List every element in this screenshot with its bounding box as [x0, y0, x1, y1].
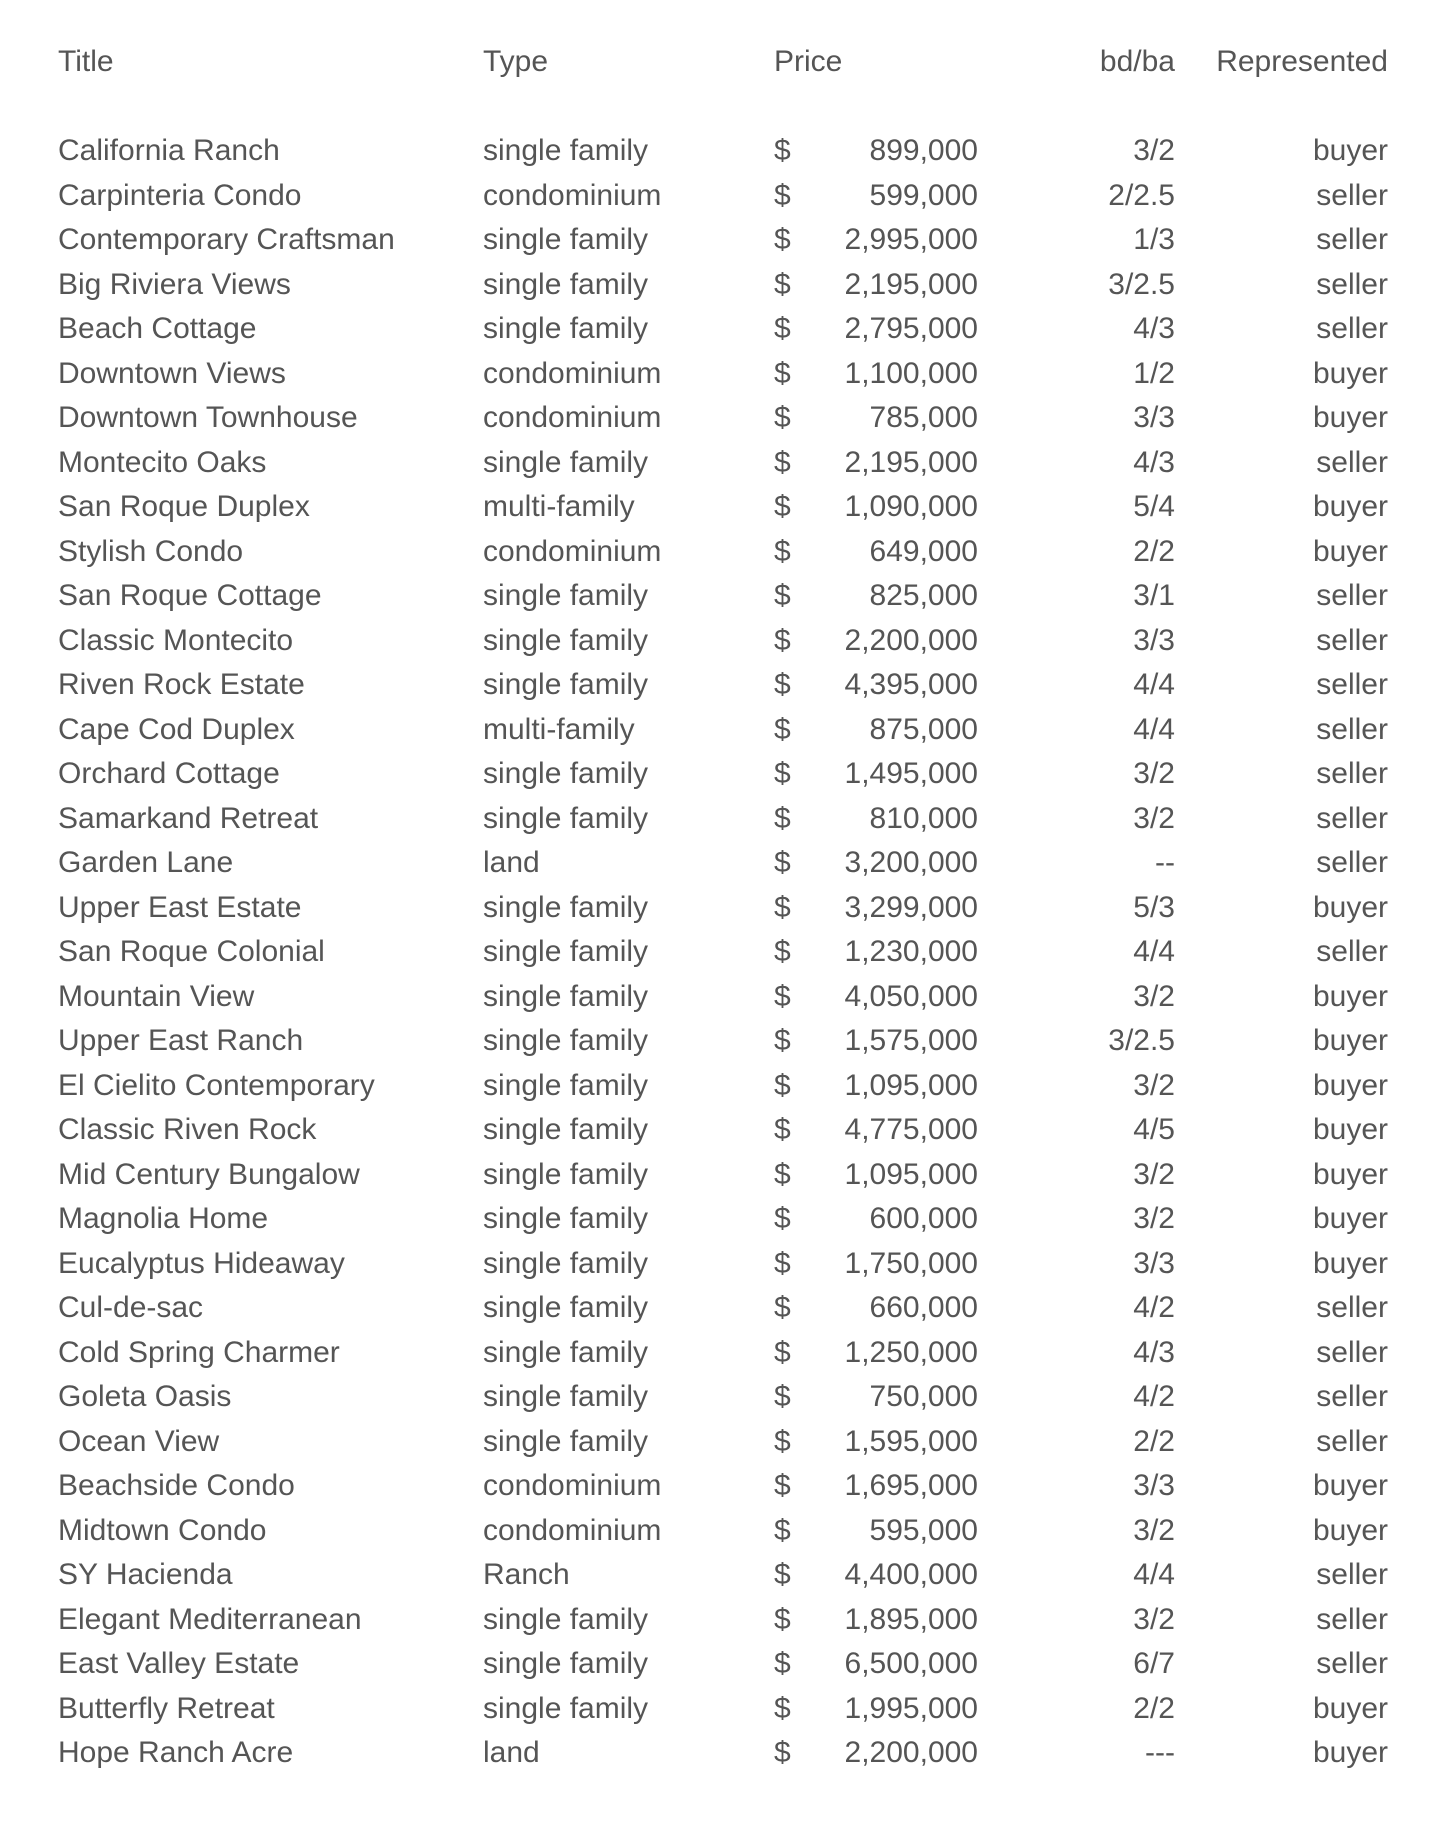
cell-price: 6,500,000: [844, 1647, 978, 1680]
cell-represented: seller: [1316, 1602, 1388, 1636]
cell-currency: $: [774, 134, 791, 167]
cell-represented: seller: [1316, 1558, 1388, 1591]
cell-title: Beachside Condo: [58, 1469, 295, 1502]
header-bdba: bd/ba: [1099, 45, 1175, 78]
cell-bdba: 4/4: [1133, 712, 1175, 746]
cell-currency: $: [774, 1024, 791, 1057]
cell-price: 599,000: [869, 178, 978, 212]
table-row: [0, 619, 1444, 663]
table-row: [0, 886, 1444, 930]
cell-currency: $: [774, 1113, 791, 1146]
table-row: [0, 1642, 1444, 1686]
cell-bdba: 3/2.5: [1108, 1024, 1175, 1057]
cell-price: 1,090,000: [844, 490, 978, 523]
table-row: [0, 218, 1444, 262]
table-row: [0, 1153, 1444, 1197]
table-row: [0, 129, 1444, 173]
cell-price: 810,000: [869, 801, 978, 835]
cell-type: condominium: [483, 356, 662, 390]
table-row: [0, 174, 1444, 218]
cell-currency: $: [774, 1602, 791, 1636]
cell-type: single family: [483, 1424, 649, 1458]
cell-title: Cape Cod Duplex: [58, 712, 295, 746]
cell-currency: $: [774, 356, 791, 390]
cell-type: single family: [483, 445, 649, 479]
cell-represented: buyer: [1312, 1202, 1388, 1235]
cell-currency: $: [774, 223, 791, 256]
cell-price: 750,000: [869, 1380, 978, 1413]
cell-type: single family: [483, 1246, 649, 1280]
cell-type: multi-family: [483, 490, 635, 523]
cell-represented: buyer: [1312, 534, 1388, 568]
cell-type: single family: [483, 890, 649, 924]
cell-title: Cul-de-sac: [58, 1291, 204, 1324]
cell-bdba: 4/2: [1133, 1291, 1175, 1324]
cell-title: Mountain View: [58, 979, 255, 1013]
cell-bdba: 4/4: [1133, 935, 1175, 968]
cell-type: condominium: [483, 401, 662, 434]
table-header: [0, 40, 1444, 84]
table-row: [0, 485, 1444, 529]
cell-price: 2,195,000: [844, 445, 978, 479]
cell-type: single family: [483, 1024, 649, 1057]
cell-represented: buyer: [1312, 134, 1388, 167]
cell-type: condominium: [483, 1469, 662, 1502]
cell-type: single family: [483, 1380, 649, 1413]
cell-price: 1,595,000: [844, 1424, 978, 1458]
cell-title: Magnolia Home: [58, 1202, 269, 1235]
cell-represented: buyer: [1312, 1024, 1388, 1057]
cell-bdba: 6/7: [1133, 1647, 1175, 1680]
cell-currency: $: [774, 1380, 791, 1413]
cell-currency: $: [774, 935, 791, 968]
cell-currency: $: [774, 312, 791, 345]
cell-title: Goleta Oasis: [58, 1380, 232, 1413]
cell-represented: buyer: [1312, 1513, 1388, 1547]
cell-title: Upper East Ranch: [58, 1024, 304, 1057]
cell-bdba: 3/3: [1133, 401, 1175, 434]
cell-represented: seller: [1316, 1335, 1388, 1369]
cell-title: Elegant Mediterranean: [58, 1602, 362, 1636]
cell-represented: buyer: [1312, 401, 1388, 434]
cell-currency: $: [774, 1202, 791, 1235]
cell-bdba: 3/2: [1133, 1202, 1175, 1235]
cell-bdba: ---: [1145, 1736, 1175, 1769]
table-row: [0, 530, 1444, 574]
table-row: [0, 1598, 1444, 1642]
cell-title: Butterfly Retreat: [58, 1691, 275, 1725]
cell-title: San Roque Colonial: [58, 935, 325, 968]
cell-represented: seller: [1316, 668, 1388, 701]
cell-type: condominium: [483, 1513, 662, 1547]
table-row: [0, 930, 1444, 974]
cell-price: 875,000: [869, 712, 978, 746]
cell-price: 4,400,000: [844, 1558, 978, 1591]
cell-type: single family: [483, 579, 649, 612]
cell-currency: $: [774, 1647, 791, 1680]
header-represented: Represented: [1216, 45, 1388, 78]
cell-currency: $: [774, 1068, 791, 1102]
cell-type: single family: [483, 1157, 649, 1191]
cell-price: 4,395,000: [844, 668, 978, 701]
cell-type: Ranch: [483, 1558, 570, 1591]
cell-title: Garden Lane: [58, 846, 234, 879]
cell-title: Orchard Cottage: [58, 757, 280, 790]
cell-type: condominium: [483, 178, 662, 212]
cell-type: single family: [483, 1202, 649, 1235]
cell-bdba: 3/2: [1133, 1068, 1175, 1102]
cell-price: 1,895,000: [844, 1602, 978, 1636]
cell-bdba: 5/4: [1133, 490, 1175, 523]
cell-title: Stylish Condo: [58, 534, 244, 568]
cell-price: 785,000: [869, 401, 978, 434]
header-title: Title: [58, 45, 114, 78]
cell-represented: buyer: [1312, 890, 1388, 924]
cell-bdba: 3/2: [1133, 757, 1175, 790]
cell-title: Samarkand Retreat: [58, 801, 319, 835]
table-row: [0, 1687, 1444, 1731]
cell-bdba: 3/3: [1133, 623, 1175, 657]
table-row: [0, 263, 1444, 307]
cell-type: single family: [483, 312, 649, 345]
cell-type: single family: [483, 1068, 649, 1102]
table-row: [0, 1019, 1444, 1063]
cell-represented: buyer: [1312, 1736, 1388, 1769]
cell-currency: $: [774, 1424, 791, 1458]
cell-bdba: 3/2: [1133, 134, 1175, 167]
cell-currency: $: [774, 1246, 791, 1280]
cell-represented: buyer: [1312, 1157, 1388, 1191]
table-row: [0, 708, 1444, 752]
table-row: [0, 1108, 1444, 1152]
cell-represented: buyer: [1312, 1113, 1388, 1146]
cell-represented: seller: [1316, 1647, 1388, 1680]
cell-title: East Valley Estate: [58, 1647, 300, 1680]
cell-currency: $: [774, 668, 791, 701]
cell-bdba: 2/2.5: [1108, 178, 1175, 212]
cell-price: 3,299,000: [844, 890, 978, 924]
cell-represented: buyer: [1312, 1469, 1388, 1502]
cell-price: 1,995,000: [844, 1691, 978, 1725]
cell-bdba: 2/2: [1133, 1691, 1175, 1725]
cell-price: 2,795,000: [844, 312, 978, 345]
cell-price: 1,750,000: [844, 1246, 978, 1280]
cell-title: Classic Montecito: [58, 623, 294, 657]
cell-represented: seller: [1316, 712, 1388, 746]
cell-represented: seller: [1316, 223, 1388, 256]
cell-title: Classic Riven Rock: [58, 1113, 317, 1146]
cell-currency: $: [774, 1469, 791, 1502]
cell-price: 2,200,000: [844, 1736, 978, 1769]
cell-price: 1,095,000: [844, 1068, 978, 1102]
cell-type: condominium: [483, 534, 662, 568]
cell-price: 595,000: [869, 1513, 978, 1547]
cell-represented: buyer: [1312, 1246, 1388, 1280]
cell-bdba: 4/3: [1133, 1335, 1175, 1369]
cell-currency: $: [774, 846, 791, 879]
cell-title: Ocean View: [58, 1424, 220, 1458]
cell-title: Mid Century Bungalow: [58, 1157, 360, 1191]
cell-bdba: 1/2: [1133, 356, 1175, 390]
cell-currency: $: [774, 1513, 791, 1547]
cell-represented: seller: [1316, 757, 1388, 790]
table-row: [0, 1509, 1444, 1553]
table-row: [0, 1375, 1444, 1419]
table-row: [0, 975, 1444, 1019]
cell-type: single family: [483, 223, 649, 256]
cell-currency: $: [774, 1691, 791, 1725]
cell-represented: buyer: [1312, 979, 1388, 1013]
table-row: [0, 752, 1444, 796]
cell-price: 825,000: [869, 579, 978, 612]
cell-title: El Cielito Contemporary: [58, 1068, 375, 1102]
cell-represented: buyer: [1312, 490, 1388, 523]
cell-type: single family: [483, 801, 649, 835]
cell-bdba: 5/3: [1133, 890, 1175, 924]
cell-currency: $: [774, 1157, 791, 1191]
cell-bdba: 2/2: [1133, 1424, 1175, 1458]
cell-title: Eucalyptus Hideaway: [58, 1246, 345, 1280]
cell-currency: $: [774, 1335, 791, 1369]
cell-bdba: 4/2: [1133, 1380, 1175, 1413]
cell-title: Beach Cottage: [58, 312, 257, 345]
cell-price: 1,100,000: [844, 356, 978, 390]
cell-type: land: [483, 846, 540, 879]
cell-type: single family: [483, 935, 649, 968]
cell-represented: seller: [1316, 178, 1388, 212]
table-row: [0, 663, 1444, 707]
cell-price: 2,195,000: [844, 267, 978, 301]
cell-title: Hope Ranch Acre: [58, 1736, 294, 1769]
cell-title: Downtown Townhouse: [58, 401, 358, 434]
cell-title: Carpinteria Condo: [58, 178, 302, 212]
cell-represented: seller: [1316, 267, 1388, 301]
cell-currency: $: [774, 1291, 791, 1324]
cell-type: single family: [483, 623, 649, 657]
cell-currency: $: [774, 534, 791, 568]
cell-type: single family: [483, 1291, 649, 1324]
cell-bdba: 4/3: [1133, 445, 1175, 479]
cell-title: Montecito Oaks: [58, 445, 267, 479]
cell-type: single family: [483, 1691, 649, 1725]
cell-represented: buyer: [1312, 356, 1388, 390]
cell-currency: $: [774, 267, 791, 301]
table-row: [0, 1553, 1444, 1597]
cell-bdba: 4/4: [1133, 668, 1175, 701]
table-row: [0, 1286, 1444, 1330]
cell-currency: $: [774, 890, 791, 924]
cell-represented: buyer: [1312, 1691, 1388, 1725]
cell-bdba: 3/2: [1133, 801, 1175, 835]
cell-represented: seller: [1316, 1291, 1388, 1324]
cell-currency: $: [774, 801, 791, 835]
cell-represented: seller: [1316, 1380, 1388, 1413]
cell-currency: $: [774, 445, 791, 479]
cell-currency: $: [774, 757, 791, 790]
cell-title: Midtown Condo: [58, 1513, 267, 1547]
table-row: [0, 1731, 1444, 1775]
cell-price: 1,495,000: [844, 757, 978, 790]
cell-bdba: --: [1155, 846, 1175, 879]
cell-represented: seller: [1316, 623, 1388, 657]
header-type: Type: [483, 45, 549, 78]
cell-price: 660,000: [869, 1291, 978, 1324]
cell-title: Contemporary Craftsman: [58, 223, 395, 256]
cell-currency: $: [774, 712, 791, 746]
cell-type: single family: [483, 1602, 649, 1636]
cell-currency: $: [774, 979, 791, 1013]
cell-represented: seller: [1316, 579, 1388, 612]
table-row: [0, 307, 1444, 351]
cell-title: Downtown Views: [58, 356, 286, 390]
cell-price: 1,695,000: [844, 1469, 978, 1502]
cell-price: 1,095,000: [844, 1157, 978, 1191]
table-row: [0, 574, 1444, 618]
cell-type: single family: [483, 1335, 649, 1369]
cell-price: 2,995,000: [844, 223, 978, 256]
cell-bdba: 3/1: [1133, 579, 1175, 612]
cell-currency: $: [774, 579, 791, 612]
table-row: [0, 352, 1444, 396]
cell-price: 649,000: [869, 534, 978, 568]
cell-bdba: 3/2: [1133, 979, 1175, 1013]
cell-price: 3,200,000: [844, 846, 978, 879]
cell-type: single family: [483, 134, 649, 167]
cell-represented: seller: [1316, 312, 1388, 345]
cell-bdba: 3/2: [1133, 1157, 1175, 1191]
cell-price: 1,250,000: [844, 1335, 978, 1369]
cell-currency: $: [774, 1736, 791, 1769]
cell-currency: $: [774, 401, 791, 434]
table-row: [0, 1064, 1444, 1108]
cell-type: single family: [483, 668, 649, 701]
cell-bdba: 3/3: [1133, 1469, 1175, 1502]
cell-price: 2,200,000: [844, 623, 978, 657]
cell-title: San Roque Duplex: [58, 490, 310, 523]
cell-type: single family: [483, 757, 649, 790]
cell-type: multi-family: [483, 712, 635, 746]
cell-title: Upper East Estate: [58, 890, 302, 924]
cell-currency: $: [774, 178, 791, 212]
table-row: [0, 396, 1444, 440]
cell-title: Big Riviera Views: [58, 267, 291, 301]
cell-bdba: 3/3: [1133, 1246, 1175, 1280]
cell-type: single family: [483, 267, 649, 301]
cell-price: 4,050,000: [844, 979, 978, 1013]
cell-bdba: 3/2: [1133, 1513, 1175, 1547]
cell-type: single family: [483, 1113, 649, 1146]
cell-type: land: [483, 1736, 540, 1769]
table-row: [0, 441, 1444, 485]
cell-represented: seller: [1316, 801, 1388, 835]
table-row: [0, 841, 1444, 885]
cell-price: 600,000: [869, 1202, 978, 1235]
table-row: [0, 1242, 1444, 1286]
cell-bdba: 3/2: [1133, 1602, 1175, 1636]
cell-represented: seller: [1316, 846, 1388, 879]
cell-represented: seller: [1316, 935, 1388, 968]
cell-price: 1,575,000: [844, 1024, 978, 1057]
cell-bdba: 3/2.5: [1108, 267, 1175, 301]
cell-title: California Ranch: [58, 134, 280, 167]
cell-represented: seller: [1316, 1424, 1388, 1458]
cell-price: 1,230,000: [844, 935, 978, 968]
header-price: Price: [774, 45, 843, 78]
table-row: [0, 1464, 1444, 1508]
cell-type: single family: [483, 979, 649, 1013]
cell-represented: buyer: [1312, 1068, 1388, 1102]
cell-bdba: 1/3: [1133, 223, 1175, 256]
cell-title: San Roque Cottage: [58, 579, 322, 612]
cell-bdba: 2/2: [1133, 534, 1175, 568]
cell-bdba: 4/4: [1133, 1558, 1175, 1591]
cell-price: 899,000: [869, 134, 978, 167]
cell-currency: $: [774, 1558, 791, 1591]
cell-type: single family: [483, 1647, 649, 1680]
cell-represented: seller: [1316, 445, 1388, 479]
cell-currency: $: [774, 623, 791, 657]
cell-price: 4,775,000: [844, 1113, 978, 1146]
cell-bdba: 4/3: [1133, 312, 1175, 345]
cell-title: Riven Rock Estate: [58, 668, 305, 701]
table-row: [0, 1420, 1444, 1464]
table-row: [0, 797, 1444, 841]
cell-bdba: 4/5: [1133, 1113, 1175, 1146]
table-row: [0, 1197, 1444, 1241]
cell-title: Cold Spring Charmer: [58, 1335, 340, 1369]
cell-currency: $: [774, 490, 791, 523]
table-row: [0, 1331, 1444, 1375]
cell-title: SY Hacienda: [58, 1558, 233, 1591]
